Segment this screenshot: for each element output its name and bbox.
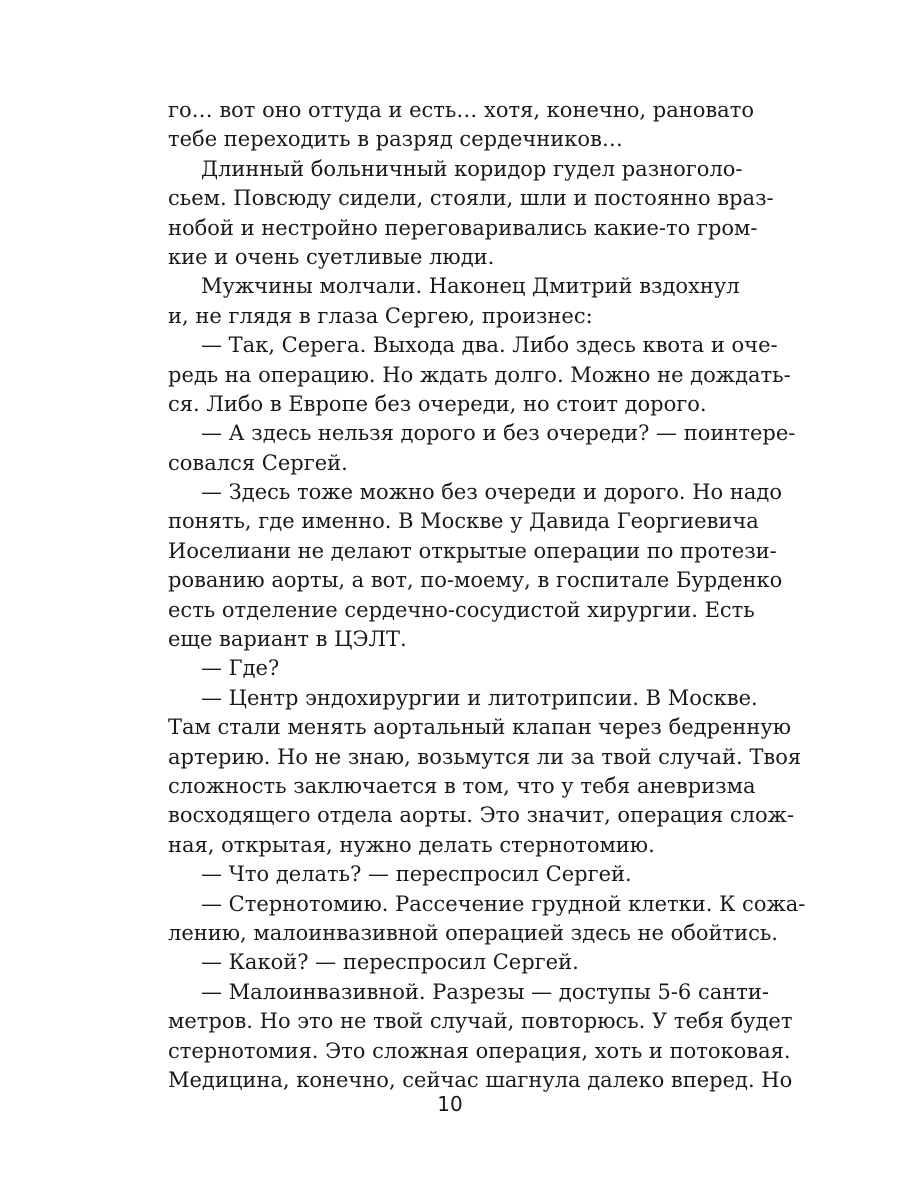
text-line: — Так, Серега. Выхода два. Либо здесь квота и оче- [201,333,778,358]
text-line: Медицина, конечно, сейчас шагнула далеко вперед. Но [168,1067,793,1092]
text-line: еще вариант в ЦЭЛТ. [168,627,407,652]
text-line: нобой и нестройно переговаривались какие-то гром- [168,215,758,240]
text-line: го… вот оно оттуда и есть… хотя, конечно, рановато [168,98,754,122]
text-line: — Малоинвазивной. Разрезы — доступы 5-6 санти- [201,979,769,1004]
text-line: — Что делать? — переспросил Сергей. [201,862,632,887]
text-line: восходящего отдела аорты. Это значит, операция слож- [168,803,795,828]
text-line: — Где? [201,656,280,681]
text-line: есть отделение сердечно-сосудистой хирургии. Есть [168,597,755,622]
text-line: Длинный больничный коридор гудел разноголо- [201,156,743,181]
text-line: Иоселиани не делают открытые операции по протези- [168,538,777,563]
text-line: рованию аорты, а вот, по-моему, в госпитале Бурденко [168,568,783,593]
page-number: 10 [437,1092,463,1116]
text-line: — Здесь тоже можно без очереди и дорого. Но надо [201,480,782,505]
text-line: — Стернотомию. Рассечение грудной клетки. К сожа- [201,891,806,916]
text-line: Мужчины молчали. Наконец Дмитрий вздохнул [201,274,740,299]
text-line: метров. Но это не твой случай, повторюсь. У тебя будет [168,1009,793,1034]
text-line: тебе переходить в разряд сердечников… [168,127,623,152]
text-line: Там стали менять аортальный клапан через бедренную [168,715,792,740]
text-line: кие и очень суетливые люди. [168,244,495,269]
text-line: ная, открытая, нужно делать стернотомию. [168,832,655,857]
text-line: — А здесь нельзя дорого и без очереди? — поинтере- [201,421,796,446]
text-line: сложность заключается в том, что у тебя аневризма [168,773,756,798]
text-line: сьем. Повсюду сидели, стояли, шли и постоянно враз- [168,186,774,211]
text-line: совался Сергей. [168,450,348,475]
text-line: лению, малоинвазивной операцией здесь не обойтись. [168,920,778,945]
page-text [168,96,806,1095]
text-line: артерию. Но не знаю, возьмутся ли за твой случай. Твоя [168,744,802,769]
text-line: редь на операцию. Но ждать долго. Можно не дождать- [168,362,791,387]
text-line: понять, где именно. В Москве у Давида Георгиевича [168,509,759,534]
text-line: — Какой? — переспросил Сергей. [201,950,579,975]
text-line: стернотомия. Это сложная операция, хоть и потоковая. [168,1038,791,1063]
text-line: и, не глядя в глаза Сергею, произнес: [168,303,593,328]
text-line: ся. Либо в Европе без очереди, но стоит дорого. [168,391,707,416]
text-line: — Центр эндохирургии и литотрипсии. В Москве. [201,685,758,710]
